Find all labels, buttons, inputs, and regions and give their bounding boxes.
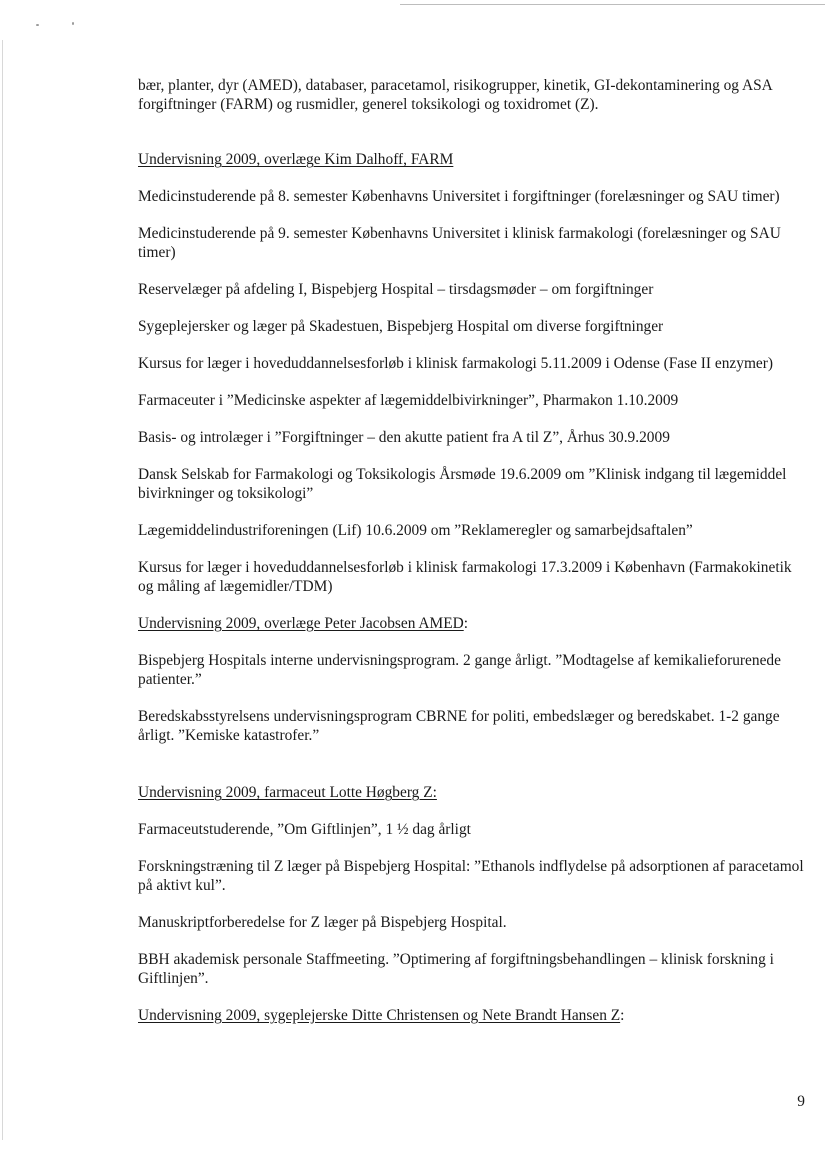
section-heading-row xyxy=(138,614,810,633)
paragraph: Basis- og introlæger i ”Forgiftninger – den akutte patient fra A til Z”, Århus 30.9.2009 xyxy=(138,429,670,446)
paragraph: Beredskabsstyrelsens undervisningsprogram CBRNE for politi, embedslæger og beredskabet. 1-2 gange årligt. ”Kemiske katastrofer.” xyxy=(138,708,780,744)
section-heading-row xyxy=(138,1006,810,1025)
scan-edge-left xyxy=(2,40,3,1140)
paragraph: Bispebjerg Hospitals interne undervisningsprogram. 2 gange årligt. ”Modtagelse af kemikalieforurenede patienter.” xyxy=(138,652,781,688)
section-heading: Undervisning 2009, overlæge Kim Dalhoff, FARM xyxy=(138,151,454,168)
heading-colon: : xyxy=(620,1007,625,1024)
section-heading: Undervisning 2009, sygeplejerske Ditte Christensen og Nete Brandt Hansen Z xyxy=(138,1007,621,1024)
section-heading: Undervisning 2009, overlæge Peter Jacobsen AMED xyxy=(138,615,464,632)
page-number: 9 xyxy=(797,1093,805,1110)
section-heading: Undervisning 2009, farmaceut Lotte Høgberg Z: xyxy=(138,784,437,801)
paragraph: Medicinstuderende på 9. semester Københavns Universitet i klinisk farmakologi (forelæsninger og SAU timer) xyxy=(138,225,781,261)
paragraph: Medicinstuderende på 8. semester Københavns Universitet i forgiftninger (forelæsninger og SAU timer) xyxy=(138,188,780,205)
paragraph: Sygeplejersker og læger på Skadestuen, Bispebjerg Hospital om diverse forgiftninger xyxy=(138,318,664,335)
paragraph: Reservelæger på afdeling I, Bispebjerg Hospital – tirsdagsmøder – om forgiftninger xyxy=(138,281,654,298)
paragraph: Farmaceutstuderende, ”Om Giftlinjen”, 1 ½ dag årligt xyxy=(138,821,471,838)
paragraph: Kursus for læger i hoveduddannelsesforløb i klinisk farmakologi 17.3.2009 i København (Farmakokinetik og måling af lægemidler/TDM) xyxy=(138,559,792,595)
document-body xyxy=(138,76,810,1025)
paragraph: Kursus for læger i hoveduddannelsesforløb i klinisk farmakologi 5.11.2009 i Odense (Fase II enzymer) xyxy=(138,355,774,372)
paragraph: Lægemiddelindustriforeningen (Lif) 10.6.2009 om ”Reklameregler og samarbejdsaftalen” xyxy=(138,522,693,539)
paragraph: Dansk Selskab for Farmakologi og Toksikologis Årsmøde 19.6.2009 om ”Klinisk indgang til lægemiddel bivirkninger og toksikologi” xyxy=(138,466,787,502)
heading-colon: : xyxy=(463,615,468,632)
scan-speck xyxy=(72,22,74,25)
paragraph: bær, planter, dyr (AMED), databaser, paracetamol, risikogrupper, kinetik, GI-dekontaminering og ASA forgiftninger (FARM) og rusmidler, generel toksikologi og toxidromet (Z). xyxy=(138,77,772,113)
scan-speck xyxy=(36,24,39,26)
paragraph: BBH akademisk personale Staffmeeting. ”Optimering af forgiftningsbehandlingen – klinisk forskning i Giftlinjen”. xyxy=(138,951,774,987)
paragraph: Forskningstræning til Z læger på Bispebjerg Hospital: ”Ethanols indflydelse på adsorptionen af paracetamol på aktivt kul”. xyxy=(138,858,804,894)
scan-edge-top xyxy=(400,4,825,5)
paragraph: Farmaceuter i ”Medicinske aspekter af lægemiddelbivirkninger”, Pharmakon 1.10.2009 xyxy=(138,392,679,409)
paragraph: Manuskriptforberedelse for Z læger på Bispebjerg Hospital. xyxy=(138,914,507,931)
